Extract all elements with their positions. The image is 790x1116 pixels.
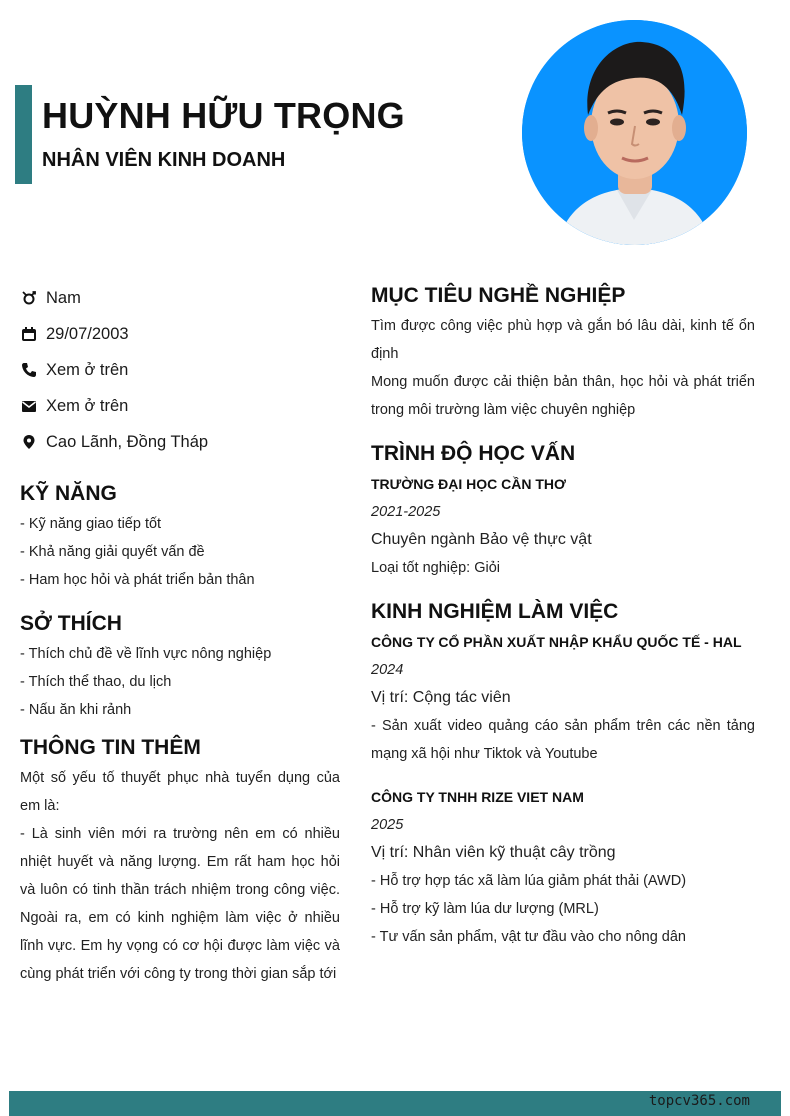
calendar-icon xyxy=(20,325,38,343)
skills-heading: KỸ NĂNG xyxy=(20,482,117,505)
job-desc-item: - Hỗ trợ kỹ làm lúa dư lượng (MRL) xyxy=(371,901,599,917)
hobby-item: - Thích thể thao, du lịch xyxy=(20,674,172,690)
education-years: 2021-2025 xyxy=(371,504,441,520)
skill-item: - Kỹ năng giao tiếp tốt xyxy=(20,516,162,532)
skill-item: - Ham học hỏi và phát triển bản thân xyxy=(20,572,255,588)
objective-p1: Tìm được công việc phù hợp và gắn bó lâu dài, kinh tế ổn định xyxy=(371,318,755,362)
school-name: TRƯỜNG ĐẠI HỌC CẦN THƠ xyxy=(371,476,566,492)
skill-item: - Khả năng giải quyết vấn đề xyxy=(20,544,205,560)
gender-text: Nam xyxy=(46,288,81,307)
footer-watermark: topcv365.com xyxy=(648,1093,750,1109)
contact-email xyxy=(20,388,340,424)
phone-icon xyxy=(20,361,38,379)
mail-icon xyxy=(20,397,38,415)
job-position: Vị trí: Cộng tác viên xyxy=(371,689,511,706)
job-title: NHÂN VIÊN KINH DOANH xyxy=(42,149,286,171)
education-major: Chuyên ngành Bảo vệ thực vật xyxy=(371,531,592,548)
job-company: CÔNG TY CỔ PHẦN XUẤT NHẬP KHẨU QUỐC TẾ - HAL xyxy=(371,634,742,650)
hobbies-heading: SỞ THÍCH xyxy=(20,612,122,635)
hobby-item: - Nấu ăn khi rảnh xyxy=(20,702,132,718)
contact-gender xyxy=(20,280,340,316)
job-year: 2024 xyxy=(371,662,404,678)
birthday-text: 29/07/2003 xyxy=(46,324,129,343)
contact-phone xyxy=(20,352,340,388)
objective-p2: Mong muốn được cải thiện bản thân, học hỏi và phát triển trong môi trường làm việc chuyên nghiệp xyxy=(371,374,755,418)
contact-address xyxy=(20,424,340,460)
contact-birthday xyxy=(20,316,340,352)
phone-text: Xem ở trên xyxy=(46,360,129,379)
education-grade: Loại tốt nghiệp: Giỏi xyxy=(371,560,500,576)
address-text: Cao Lãnh, Đồng Tháp xyxy=(46,432,209,451)
header-accent-bar xyxy=(15,85,32,184)
email-text: Xem ở trên xyxy=(46,396,129,415)
candidate-name: HUỲNH HỮU TRỌNG xyxy=(42,95,405,136)
location-icon xyxy=(20,433,38,451)
job-desc-item: - Hỗ trợ hợp tác xã làm lúa giảm phát thải (AWD) xyxy=(371,873,687,889)
education-heading: TRÌNH ĐỘ HỌC VẤN xyxy=(371,442,576,465)
avatar xyxy=(522,20,747,245)
experience-heading: KINH NGHIỆM LÀM VIỆC xyxy=(371,600,619,623)
avatar-portrait xyxy=(522,20,747,245)
job-year: 2025 xyxy=(371,817,404,833)
job-position: Vị trí: Nhân viên kỹ thuật cây trồng xyxy=(371,844,616,861)
job-desc-item: - Sản xuất video quảng cáo sản phẩm trên các nền tảng mạng xã hội như Tiktok và Youtube xyxy=(371,718,755,762)
objective-heading: MỤC TIÊU NGHỀ NGHIỆP xyxy=(371,284,626,307)
extra-info-body: - Là sinh viên mới ra trường nên em có nhiều nhiệt huyết và năng lượng. Em rất ham học hỏi và luôn có tinh thần trách nhiệm trong công việc. Ngoài ra, em có kinh nghiệm làm việc ở nhiều lĩnh vực. Em hy vọng có cơ hội được làm việc và cùng phát triển với công ty trong thời gian sắp tới xyxy=(20,826,340,982)
extra-info-intro: Một số yếu tố thuyết phục nhà tuyển dụng của em là: xyxy=(20,770,340,814)
left-column xyxy=(20,280,340,988)
gender-icon xyxy=(20,289,38,307)
job-desc-item: - Tư vấn sản phẩm, vật tư đầu vào cho nông dân xyxy=(371,929,686,945)
extra-info-heading: THÔNG TIN THÊM xyxy=(20,736,201,759)
right-column xyxy=(371,280,755,951)
job-company: CÔNG TY TNHH RIZE VIET NAM xyxy=(371,789,584,805)
hobby-item: - Thích chủ đề về lĩnh vực nông nghiệp xyxy=(20,646,272,662)
